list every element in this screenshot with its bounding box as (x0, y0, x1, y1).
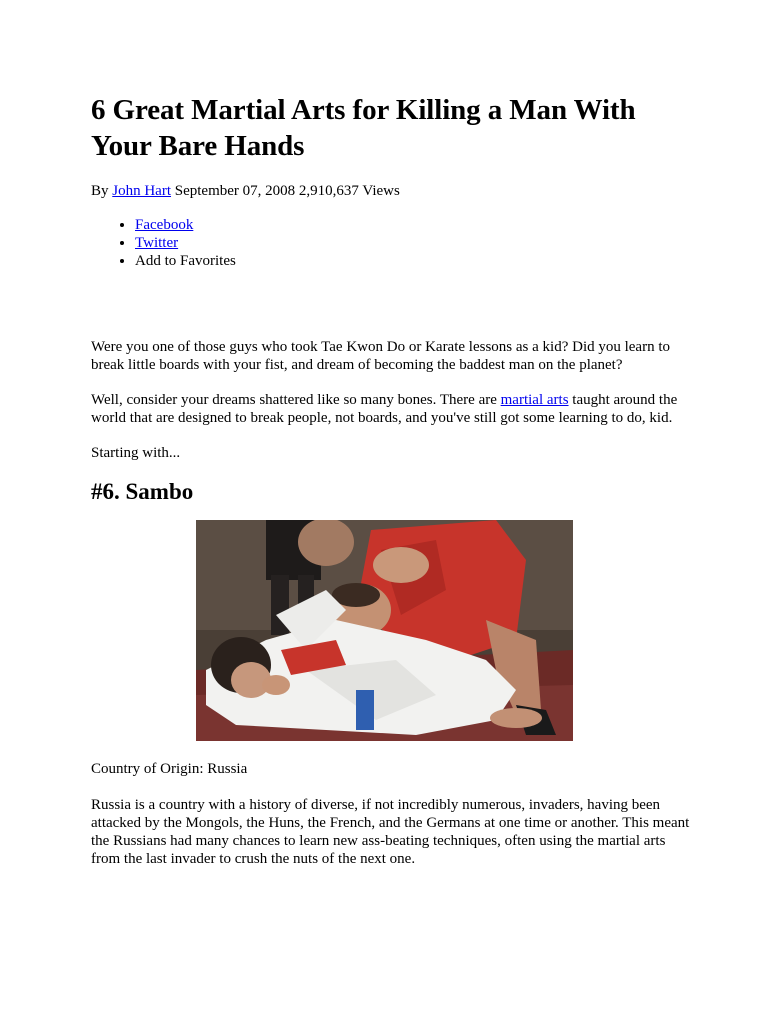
share-item-facebook (135, 216, 691, 234)
starting-with-paragraph: Starting with... (91, 445, 181, 461)
share-list (91, 216, 691, 270)
intro-paragraph: Were you one of those guys who took Tae Kwon Do or Karate lessons as a kid? Did you learn to break little boards with your fist, and dream of becoming the baddest man on the planet? (91, 339, 671, 373)
publish-date: September 07, 2008 (174, 183, 296, 199)
twitter-link[interactable]: Twitter (135, 235, 179, 251)
article (91, 92, 691, 868)
sambo-photo (196, 520, 573, 741)
by-label: By (91, 183, 109, 199)
martial-arts-link[interactable]: martial arts (500, 392, 569, 408)
dreams-text-end: taught around the world that are designed to break people, not boards, and you've still got some learning to do, kid. (91, 392, 678, 426)
view-count: 2,910,637 Views (298, 183, 400, 199)
page-title: 6 Great Martial Arts for Killing a Man With Your Bare Hands (91, 94, 636, 162)
section-heading-sambo: #6. Sambo (91, 479, 194, 504)
dreams-paragraph (91, 391, 691, 427)
author-link[interactable]: John Hart (112, 183, 172, 199)
add-to-favorites[interactable]: Add to Favorites (135, 253, 236, 269)
sambo-paragraph: Russia is a country with a history of diverse, if not incredibly numerous, invaders, having been attacked by the Mongols, the Huns, the French, and the Germans at one time or another. This meant the Russians had many chances to learn new ass-beating techniques, often using the martial arts from the last invader to crush the nuts of the next one. (91, 797, 690, 867)
share-item-favorites (135, 252, 691, 270)
facebook-link[interactable]: Facebook (135, 217, 194, 233)
share-item-twitter (135, 234, 691, 252)
dreams-text-start: Well, consider your dreams shattered like so many bones. There are (91, 392, 501, 408)
sambo-photo-illustration (196, 520, 573, 741)
byline (91, 182, 691, 200)
country-of-origin: Country of Origin: Russia (91, 761, 248, 777)
